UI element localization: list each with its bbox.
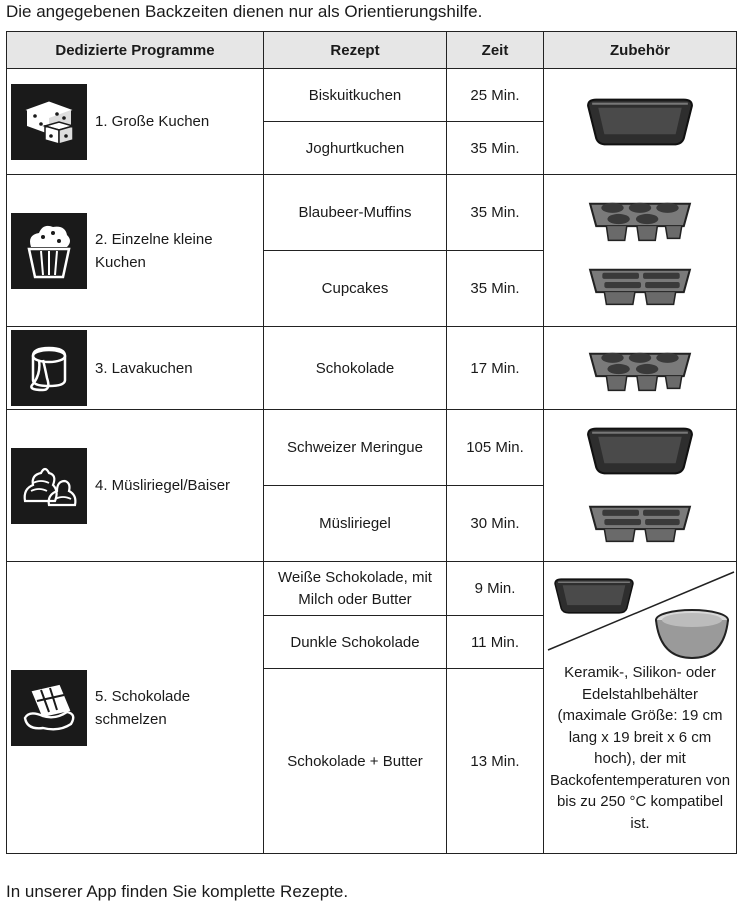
time-cell: 9 Min. — [447, 562, 544, 616]
recipe-cell: Cupcakes — [264, 251, 447, 327]
accessory-cell — [544, 562, 737, 854]
time-cell: 35 Min. — [447, 175, 544, 251]
header-time: Zeit — [447, 32, 544, 69]
time-cell: 25 Min. — [447, 69, 544, 122]
accessory-cell — [544, 327, 737, 410]
header-recipe: Rezept — [264, 32, 447, 69]
meringue-icon — [11, 448, 87, 524]
cake-cubes-icon — [11, 84, 87, 160]
muffin-tray-icon — [584, 339, 696, 397]
program-label: 4. Müsliriegel/Baiser — [95, 477, 231, 494]
recipe-cell: Schokolade — [264, 327, 447, 410]
header-accessory: Zubehör — [544, 32, 737, 69]
program-cell — [7, 327, 264, 410]
program-cell — [7, 562, 264, 854]
recipe-cell: Joghurtkuchen — [264, 122, 447, 175]
time-cell: 30 Min. — [447, 486, 544, 562]
time-cell: 17 Min. — [447, 327, 544, 410]
melting-chocolate-icon — [11, 670, 87, 746]
bar-mold-tray-icon — [584, 255, 696, 313]
program-label: 3. Lavakuchen — [95, 359, 193, 377]
recipe-cell: Dunkle Schokolade — [264, 616, 447, 669]
muffin-icon — [11, 213, 87, 289]
accessory-cell — [544, 175, 737, 327]
rectangular-baking-dish-icon — [552, 574, 636, 618]
baking-table — [6, 31, 737, 854]
intro-text: Die angegebenen Backzeiten dienen nur als Orientierungshilfe. — [6, 2, 483, 21]
outro-text: In unserer App finden Sie komplette Rezepte. — [6, 882, 349, 901]
recipe-cell: Schweizer Meringue — [264, 410, 447, 486]
accessory-note: Keramik-, Silikon- oder Edelstahlbehälter (maximale Größe: 19 cm lang x 19 breit x 6 cm hoch), der mit Backofentemperaturen von bis zu 250 °C kompatibel ist. — [549, 664, 731, 832]
time-cell: 35 Min. — [447, 122, 544, 175]
accessory-cell — [544, 410, 737, 562]
recipe-cell: Biskuitkuchen — [264, 69, 447, 122]
program-label: 1. Große Kuchen — [95, 113, 210, 130]
program-cell — [7, 175, 264, 327]
recipe-cell: Blaubeer-Muffins — [264, 175, 447, 251]
program-label: 2. Einzelne kleine Kuchen — [95, 230, 213, 271]
accessory-cell — [544, 69, 737, 175]
bar-mold-tray-icon — [584, 492, 696, 550]
rectangular-baking-dish-icon — [584, 422, 696, 480]
time-cell: 13 Min. — [447, 669, 544, 854]
recipe-cell: Weiße Schokolade, mit Milch oder Butter — [264, 562, 447, 616]
rectangular-baking-dish-icon — [584, 93, 696, 151]
program-cell — [7, 410, 264, 562]
header-program: Dedizierte Programme — [7, 32, 264, 69]
muffin-tray-icon — [584, 189, 696, 247]
recipe-cell: Müsliriegel — [264, 486, 447, 562]
lava-cake-icon — [11, 330, 87, 406]
program-label: 5. Schokolade schmelzen — [95, 687, 191, 728]
time-cell: 11 Min. — [447, 616, 544, 669]
steel-bowl-icon — [652, 606, 732, 662]
time-cell: 35 Min. — [447, 251, 544, 327]
time-cell: 105 Min. — [447, 410, 544, 486]
program-cell — [7, 69, 264, 175]
recipe-cell: Schokolade + Butter — [264, 669, 447, 854]
